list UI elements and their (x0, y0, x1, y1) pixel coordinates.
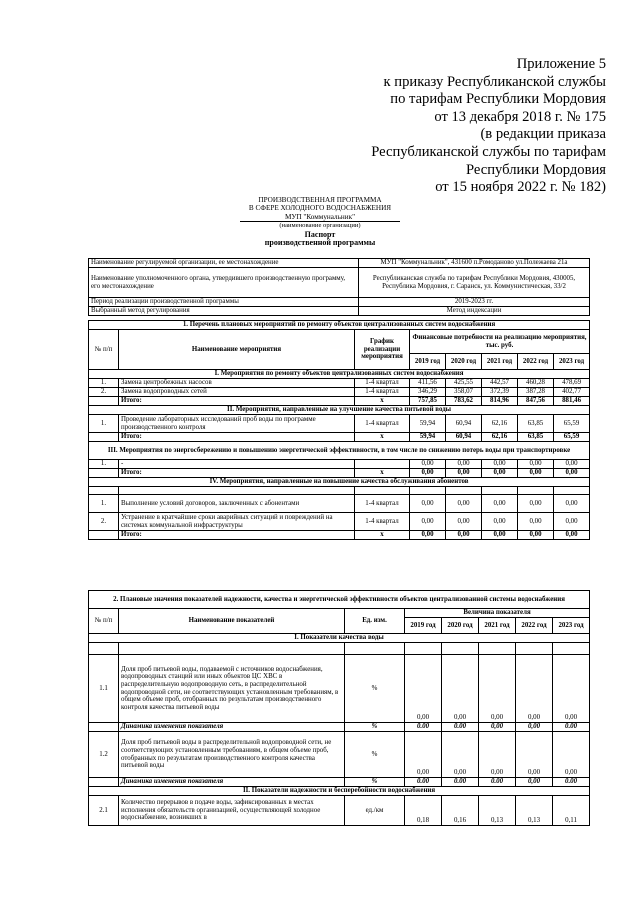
program-title: ПРОИЗВОДСТВЕННАЯ ПРОГРАММА (258, 196, 382, 204)
year-header: 2022 год (516, 618, 553, 634)
row-value: 0,00 (518, 513, 554, 531)
col-unit-header: Ед. изм. (345, 609, 405, 634)
org-name: МУП "Коммунальник" (240, 213, 400, 222)
row-value: 0,00 (518, 460, 554, 469)
row-value: 0,00 (554, 495, 590, 513)
row-name: Замена водопроводных сетей (119, 388, 355, 397)
dynamics-label: Динамика изменения показателя (119, 778, 345, 787)
row-value: 358,07 (446, 388, 482, 397)
row-schedule: 1-4 квартал (355, 415, 410, 433)
total-value: 0,00 (518, 531, 554, 540)
row-value: 0,00 (405, 655, 442, 723)
row-schedule: 1-4 квартал (355, 495, 410, 513)
row-value: 0,13 (516, 796, 553, 826)
program-titles (0, 196, 640, 247)
section-title: II. Показатели надежности и бесперебойности водоснабжения (89, 787, 590, 796)
row-value: 0,00 (410, 513, 446, 531)
section-title: I. Показатели качества воды (89, 634, 590, 643)
row-num: 1. (89, 415, 119, 433)
total-value: 0,00 (410, 469, 446, 478)
row-schedule: 1-4 квартал (355, 379, 410, 388)
header-line: Приложение 5 (516, 56, 606, 72)
total-value: 59,94 (410, 433, 446, 442)
row-value: 0,00 (482, 460, 518, 469)
total-value: 0,00 (482, 469, 518, 478)
passport-value: Республиканская служба по тарифам Республики Мордовия, 430005, Республика Мордовия, г. Саранск, ул. Коммунистическая, 33/2 (359, 268, 590, 298)
table-row (89, 388, 590, 397)
total-value: 814,96 (482, 397, 518, 406)
total-value: 0,00 (554, 469, 590, 478)
row-value: 387,28 (518, 388, 554, 397)
table-row (89, 495, 590, 513)
passport-row (89, 259, 590, 268)
dynamics-unit: % (345, 723, 405, 732)
header-line: (в редакции приказа (480, 126, 606, 143)
section-title: II. Мероприятия, направленные на улучшение качества питьевой воды (89, 406, 590, 415)
row-num: 1.2 (89, 732, 119, 778)
table-row (89, 415, 590, 433)
dynamics-label: Динамика изменения показателя (119, 723, 345, 732)
total-label: Итого: (119, 433, 355, 442)
row-value: 346,29 (410, 388, 446, 397)
total-row (89, 397, 590, 406)
year-header: 2019 год (410, 354, 446, 370)
total-value: 847,56 (518, 397, 554, 406)
total-label: Итого: (119, 397, 355, 406)
year-header: 2022 год (518, 354, 554, 370)
total-row (89, 531, 590, 540)
row-value: 0,00 (442, 655, 479, 723)
row-value: 0,00 (554, 460, 590, 469)
total-schedule: х (355, 397, 410, 406)
year-header: 2020 год (446, 354, 482, 370)
row-unit: ед./км (345, 796, 405, 826)
section-title: I. Мероприятия по ремонту объектов централизованных систем водоснабжения (89, 370, 590, 379)
row-value: 59,94 (410, 415, 446, 433)
total-value: 0,00 (554, 531, 590, 540)
passport-value: Метод индексации (359, 307, 590, 316)
passport-title: Паспорт (304, 229, 336, 239)
part1-title: 1. Перечень плановых мероприятий по ремонту объектов централизованных систем водоснабжения (89, 321, 590, 330)
indicators-table (88, 590, 590, 826)
dynamics-value: 0,00 (516, 723, 553, 732)
row-name: Замена центробежных насосов (119, 379, 355, 388)
row-value: 0,00 (405, 732, 442, 778)
total-value: 757,85 (410, 397, 446, 406)
row-value: 0,00 (516, 732, 553, 778)
passport-label: Наименование регулируемой организации, ее местонахождение (89, 259, 359, 268)
row-value: 65,59 (554, 415, 590, 433)
measures-table (88, 320, 590, 540)
total-row (89, 469, 590, 478)
dynamics-value: 0.00 (479, 778, 516, 787)
dynamics-value: 0,00 (479, 723, 516, 732)
row-value: 0,00 (442, 732, 479, 778)
col-fin-header: Финансовые потребности на реализацию мероприятия, тыс. руб. (410, 330, 590, 354)
table-row (89, 460, 590, 469)
org-caption: (наименование организации) (279, 222, 361, 230)
table-row (89, 379, 590, 388)
col-num-header: № п/п (89, 330, 119, 370)
dynamics-unit: % (345, 778, 405, 787)
passport-label: Период реализации производственной программы (89, 298, 359, 307)
row-value: 0,00 (482, 513, 518, 531)
row-num: 2. (89, 388, 119, 397)
row-name: Доля проб питьевой воды, подаваемой с источников водоснабжения, водопроводных станций или иных объектов ЦС ХВС в распределительную водопроводную сеть, в распределительной водопроводной сети, не соответствующих установленным требованиям, в общем объеме проб, отобранных по результатам производственного контроля качества питьевой воды (119, 655, 345, 723)
row-value: 0,00 (553, 655, 590, 723)
total-value: 65,59 (554, 433, 590, 442)
row-name: Доля проб питьевой воды в распределительной водопроводной сети, не соответствующих установленным требованиям, в общем объеме проб, отобранных по результатам производственного контроля качества питьевой воды (119, 732, 345, 778)
row-value: 0,00 (553, 732, 590, 778)
total-value: 0,00 (410, 531, 446, 540)
total-schedule: х (355, 469, 410, 478)
row-value: 0,00 (410, 460, 446, 469)
row-unit: % (345, 732, 405, 778)
dynamics-value: 0.00 (442, 723, 479, 732)
total-value: 0,00 (482, 531, 518, 540)
total-schedule: х (355, 433, 410, 442)
sphere-title: В СФЕРЕ ХОЛОДНОГО ВОДОСНАБЖЕНИЯ (248, 204, 392, 213)
year-header: 2021 год (482, 354, 518, 370)
year-header: 2020 год (442, 618, 479, 634)
row-value: 411,56 (410, 379, 446, 388)
total-value: 0,00 (446, 531, 482, 540)
dynamics-value: 0,00 (516, 778, 553, 787)
row-value: 0,00 (479, 732, 516, 778)
row-num: 2.1 (89, 796, 119, 826)
col-value-header: Величина показателя (405, 609, 590, 618)
row-value: 425,55 (446, 379, 482, 388)
total-row (89, 433, 590, 442)
row-value: 0,00 (446, 460, 482, 469)
dynamics-value: 0.00 (405, 723, 442, 732)
col-num-header: № п/п (89, 609, 119, 634)
row-num: 1. (89, 495, 119, 513)
row-value: 0,00 (410, 495, 446, 513)
row-value: 0,11 (553, 796, 590, 826)
row-value: 460,28 (518, 379, 554, 388)
passport-label: Выбранный метод регулирования (89, 307, 359, 316)
row-name: Выполнение условий договоров, заключенных с абонентами (119, 495, 355, 513)
header-line: Республики Мордовия (465, 161, 606, 178)
row-value: 60,94 (446, 415, 482, 433)
table-row (89, 732, 590, 778)
row-name: - (119, 460, 355, 469)
total-value: 0,00 (446, 469, 482, 478)
row-name: Устранение в кратчайшие сроки аварийных ситуаций и повреждений на системах коммунальной инфраструктуры (119, 513, 355, 531)
row-value: 0,00 (554, 513, 590, 531)
dynamics-value: 0.00 (442, 778, 479, 787)
row-value: 442,57 (482, 379, 518, 388)
row-value: 0,16 (442, 796, 479, 826)
total-schedule: х (355, 531, 410, 540)
header-line: к приказу Республиканской службы (383, 73, 606, 90)
row-schedule (355, 460, 410, 469)
year-header: 2021 год (479, 618, 516, 634)
row-value: 0,13 (479, 796, 516, 826)
total-value: 881,46 (554, 397, 590, 406)
year-header: 2023 год (553, 618, 590, 634)
header-line: от 13 декабря 2018 г. № 175 (434, 108, 606, 125)
row-value: 478,69 (554, 379, 590, 388)
col-schedule-header: График реализации мероприятия (355, 330, 410, 370)
row-unit: % (345, 655, 405, 723)
row-value: 0,00 (516, 655, 553, 723)
row-value: 0,00 (482, 495, 518, 513)
document-header (306, 56, 606, 197)
header-line: от 15 ноября 2022 г. № 182) (435, 179, 606, 196)
row-schedule: 1-4 квартал (355, 513, 410, 531)
dynamics-row (89, 778, 590, 787)
col-name-header: Наименование мероприятия (119, 330, 355, 370)
header-line: по тарифам Республики Мордовия (390, 91, 606, 108)
passport-row (89, 268, 590, 298)
passport-label: Наименование уполномоченного органа, утвердившего производственную программу, его местонахождение (89, 268, 359, 298)
dynamics-row (89, 723, 590, 732)
total-value: 783,62 (446, 397, 482, 406)
row-name: Количество перерывов в подаче воды, зафиксированных в местах исполнения обязательств организацией, осуществляющей холодное водоснабжение, возникших в (119, 796, 345, 826)
row-schedule: 1-4 квартал (355, 388, 410, 397)
row-name: Проведение лабораторных исследований проб воды по программе производственного контроля (119, 415, 355, 433)
header-line: Республиканской службы по тарифам (371, 143, 606, 160)
passport-value: МУП "Коммунальник", 431600 п.Ромоданово ул.Полежаева 21а (359, 259, 590, 268)
row-value: 0,00 (518, 495, 554, 513)
total-label: Итого: (119, 531, 355, 540)
table-row (89, 513, 590, 531)
passport-row (89, 307, 590, 316)
row-value: 0,00 (479, 655, 516, 723)
passport-subtitle: производственной программы (264, 238, 376, 248)
year-header: 2019 год (405, 618, 442, 634)
row-value: 0,18 (405, 796, 442, 826)
total-value: 60,94 (446, 433, 482, 442)
year-header: 2023 год (554, 354, 590, 370)
col-name-header: Наименование показателей (119, 609, 345, 634)
passport-value: 2019-2023 гг. (359, 298, 590, 307)
total-label: Итого: (119, 469, 355, 478)
table-row (89, 655, 590, 723)
row-num: 2. (89, 513, 119, 531)
row-num: 1. (89, 460, 119, 469)
row-num: 1.1 (89, 655, 119, 723)
part2-title: 2. Плановые значения показателей надежности, качества и энергетической эффективности объектов централизованной системы водоснабжения (89, 591, 590, 609)
row-value: 63,85 (518, 415, 554, 433)
row-value: 372,39 (482, 388, 518, 397)
dynamics-value: 0.00 (553, 723, 590, 732)
total-value: 63,85 (518, 433, 554, 442)
total-value: 62,16 (482, 433, 518, 442)
section-title: IV. Мероприятия, направленные на повышение качества обслуживания абонентов (89, 478, 590, 487)
section-title: III. Мероприятия по энергосбережению и повышению энергетической эффективности, в том числе по снижению потерь воды при транспортировке (89, 442, 590, 460)
table-row (89, 796, 590, 826)
dynamics-value: 0.00 (553, 778, 590, 787)
dynamics-value: 0.00 (405, 778, 442, 787)
row-value: 0,00 (446, 495, 482, 513)
row-num: 1. (89, 379, 119, 388)
row-value: 0,00 (446, 513, 482, 531)
row-value: 402,77 (554, 388, 590, 397)
row-value: 62,16 (482, 415, 518, 433)
passport-row (89, 298, 590, 307)
total-value: 0,00 (518, 469, 554, 478)
passport-table (88, 258, 590, 316)
